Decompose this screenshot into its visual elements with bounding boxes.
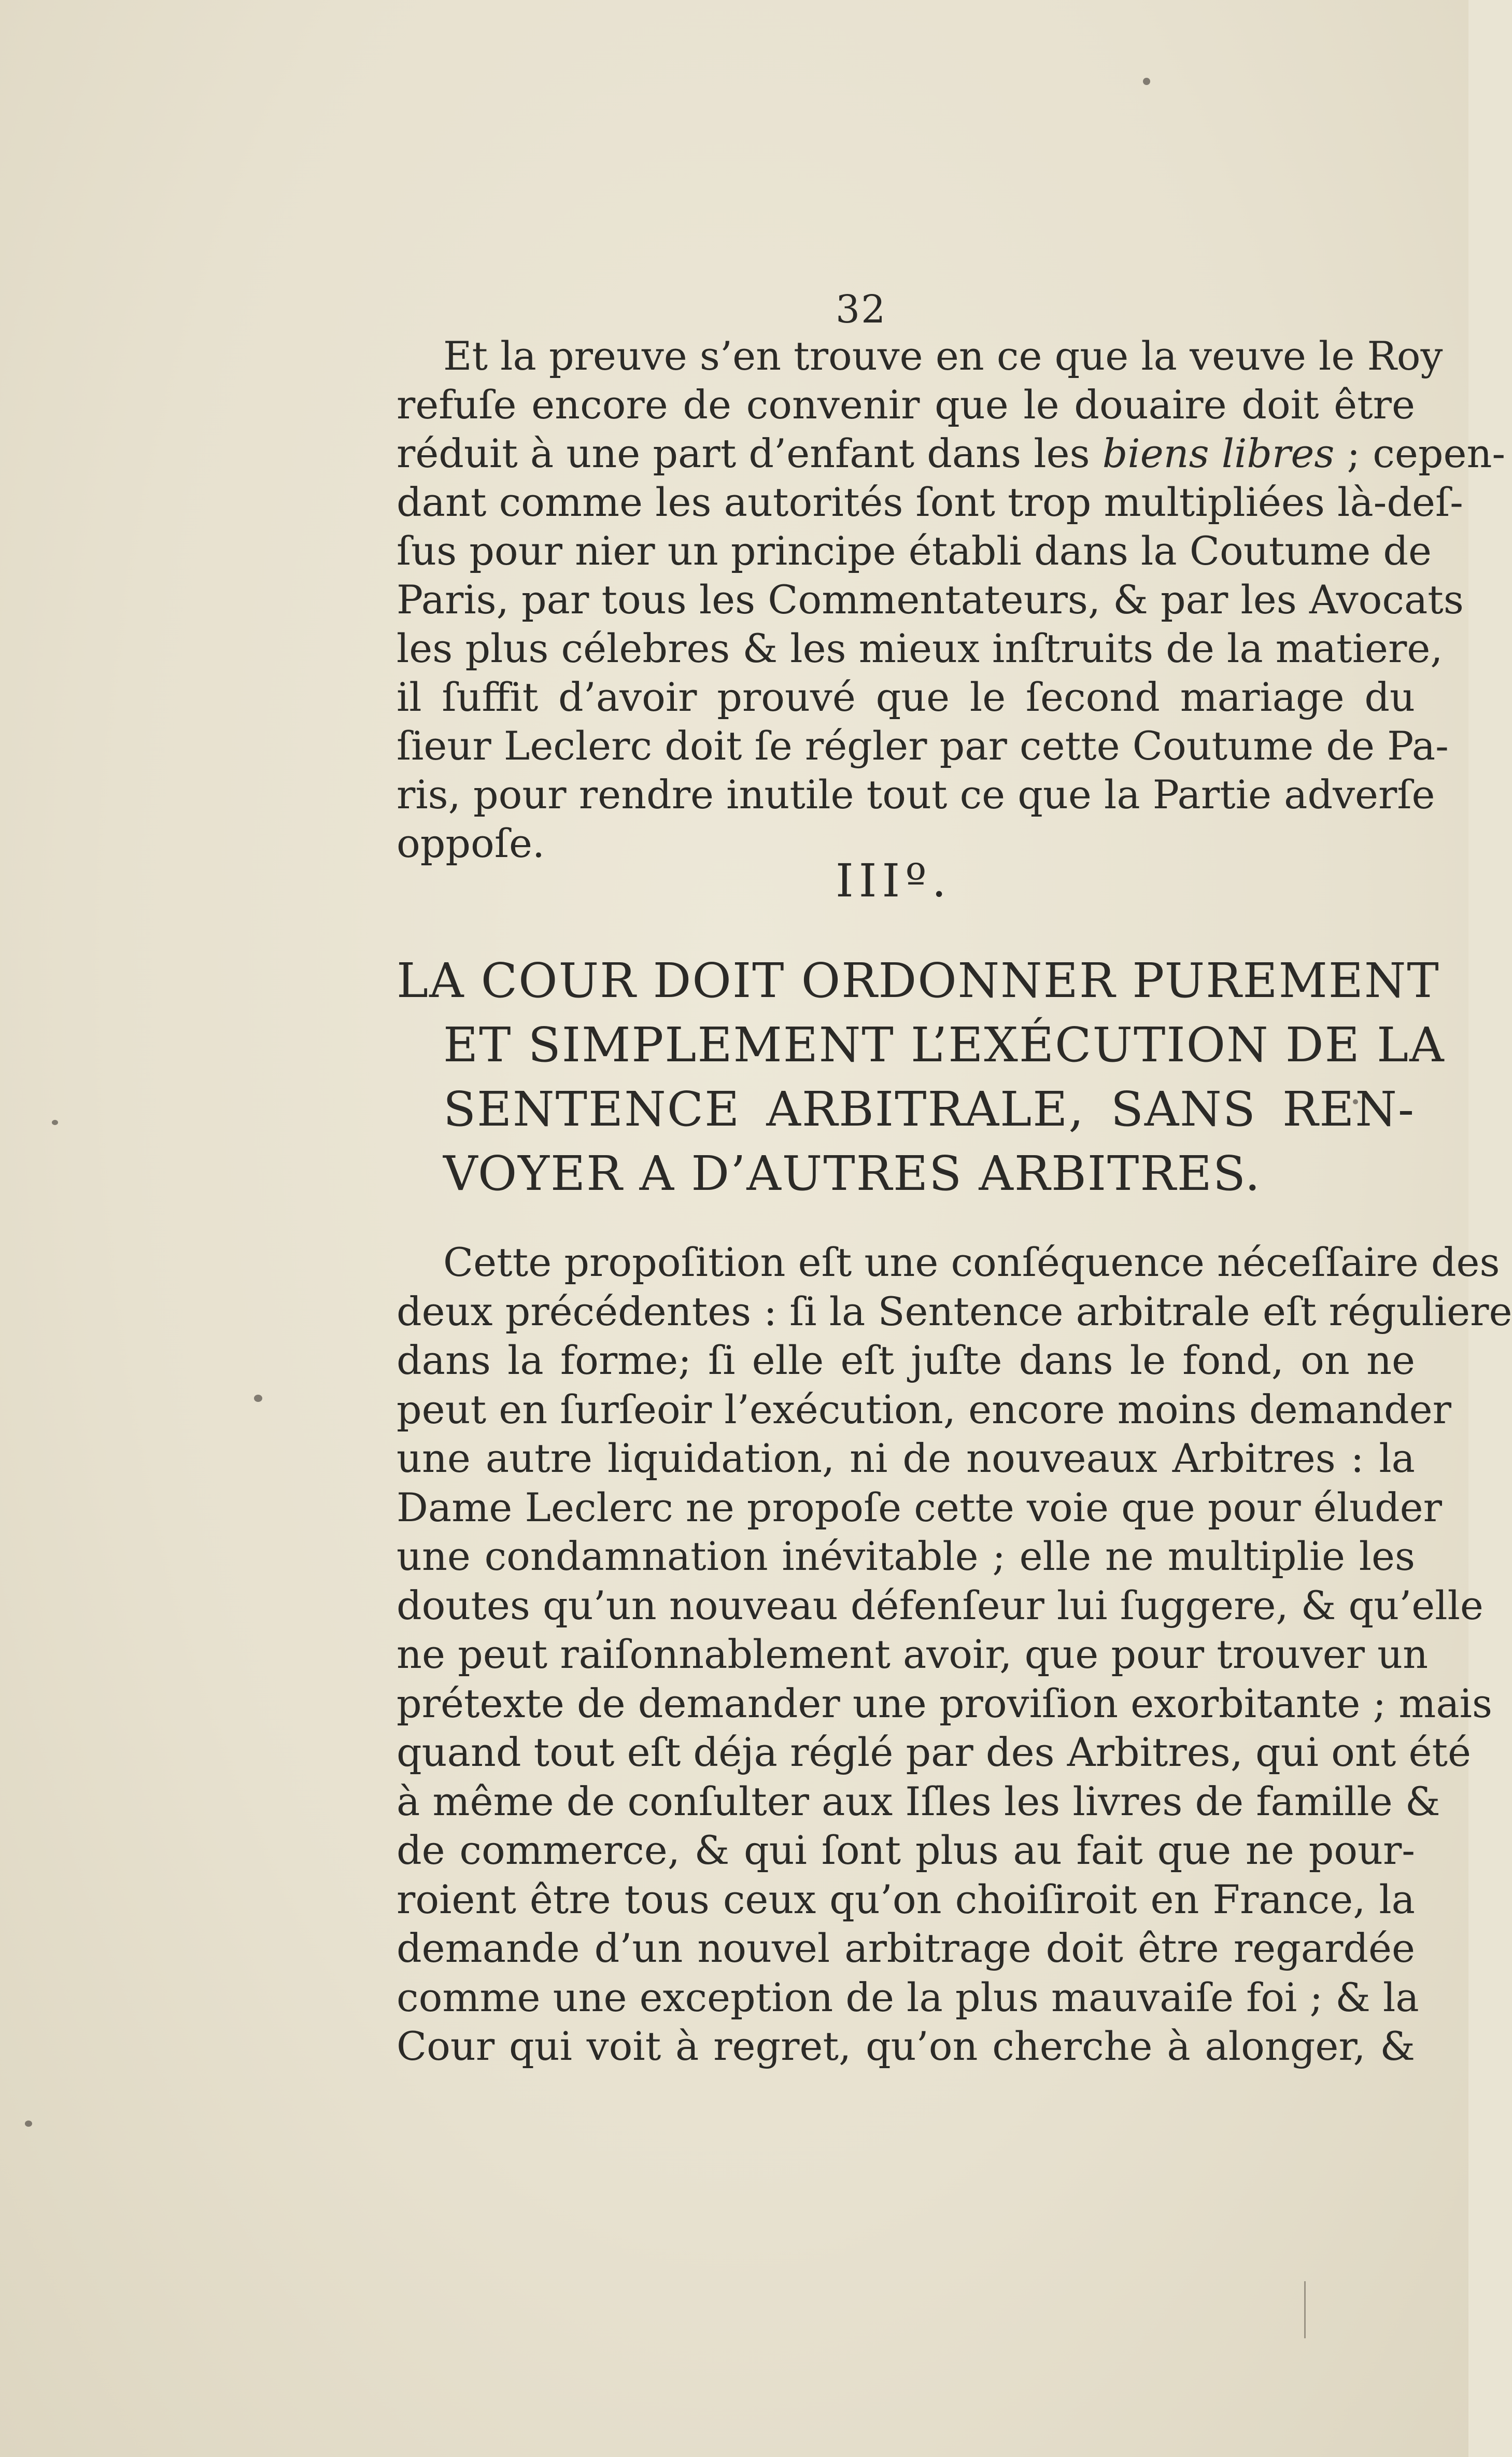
text-line: dant comme les autorités ſont trop multipliées là-deſ- xyxy=(397,479,1463,525)
ink-speck xyxy=(1143,78,1150,85)
text-line: prétexte de demander une proviſion exorbitante ; mais xyxy=(397,1680,1492,1726)
section-number: IIIº. xyxy=(836,854,952,907)
heading-line: LA COUR DOIT ORDONNER PUREMENT xyxy=(397,953,1440,1008)
text-line: une autre liquidation, ni de nouveaux Arbitres : la xyxy=(397,1435,1415,1481)
text-line: oppoſe. xyxy=(397,820,545,866)
text-line: ne peut raiſonnablement avoir, que pour trouver un xyxy=(397,1631,1429,1677)
ink-speck xyxy=(25,2121,32,2127)
text-run: ; cepen- xyxy=(1347,430,1506,476)
page-number: 32 xyxy=(836,287,887,332)
text-line: doutes qu’un nouveau défenſeur lui ſuggere, & qu’elle xyxy=(397,1582,1483,1628)
text-line: quand tout eſt déja réglé par des Arbitres, qui ont été xyxy=(397,1729,1472,1775)
text-line xyxy=(397,429,1506,478)
text-line: demande d’un nouvel arbitrage doit être regardée xyxy=(397,1925,1415,1971)
text-line: dans la forme; ſi elle eſt juſte dans le fond, on ne xyxy=(397,1337,1415,1383)
text-line: Et la preuve s’en trouve en ce que la veuve le Roy xyxy=(443,333,1443,379)
paragraph-one xyxy=(397,332,1506,868)
text-line: ſieur Leclerc doit ſe régler par cette Coutume de Pa- xyxy=(397,723,1449,769)
text-line: deux précédentes : ſi la Sentence arbitrale eſt réguliere xyxy=(397,1288,1512,1335)
heading-line: SENTENCE ARBITRALE, SANS REN- xyxy=(443,1082,1415,1137)
text-line: Cour qui voit à regret, qu’on cherche à alonger, & xyxy=(397,2023,1415,2069)
text-line: roient être tous ceux qu’on choiſiroit en France, la xyxy=(397,1876,1415,1922)
text-line: il ſuffit d’avoir prouvé que le ſecond mariage du xyxy=(397,674,1415,720)
text-line: Paris, par tous les Commentateurs, & par les Avocats xyxy=(397,577,1464,623)
text-line: ſus pour nier un principe établi dans la Coutume de xyxy=(397,528,1432,574)
ink-speck xyxy=(254,1395,262,1402)
text-line: une condamnation inévitable ; elle ne multiplie les xyxy=(397,1533,1415,1579)
text-line: Cette propoſition eſt une conſéquence néceſſaire des xyxy=(443,1239,1500,1285)
text-line: de commerce, & qui ſont plus au fait que ne pour- xyxy=(397,1827,1415,1873)
heading-line: ET SIMPLEMENT L’EXÉCUTION DE LA xyxy=(443,1017,1445,1073)
text-line: refuſe encore de convenir que le douaire doit être xyxy=(397,382,1415,428)
text-line: à même de conſulter aux Iſles les livres de famille & xyxy=(397,1778,1440,1824)
heading-line: VOYER A D’AUTRES ARBITRES. xyxy=(443,1146,1261,1201)
section-heading xyxy=(397,949,1445,1206)
ink-speck xyxy=(52,1120,58,1125)
text-line: les plus célebres & les mieux inſtruits de la matiere, xyxy=(397,625,1443,671)
italic-phrase: biens libres xyxy=(1102,430,1335,476)
text-run: réduit à une part d’enfant dans les xyxy=(397,430,1090,476)
text-line: Dame Leclerc ne propoſe cette voie que pour éluder xyxy=(397,1484,1442,1531)
text-line: comme une exception de la plus mauvaiſe foi ; & la xyxy=(397,1974,1419,2020)
text-line: peut en ſurſeoir l’exécution, encore moins demander xyxy=(397,1386,1451,1433)
margin-mark xyxy=(1304,2281,1306,2338)
paragraph-two xyxy=(397,1238,1512,2071)
text-line: ris, pour rendre inutile tout ce que la Partie adverſe xyxy=(397,771,1435,818)
